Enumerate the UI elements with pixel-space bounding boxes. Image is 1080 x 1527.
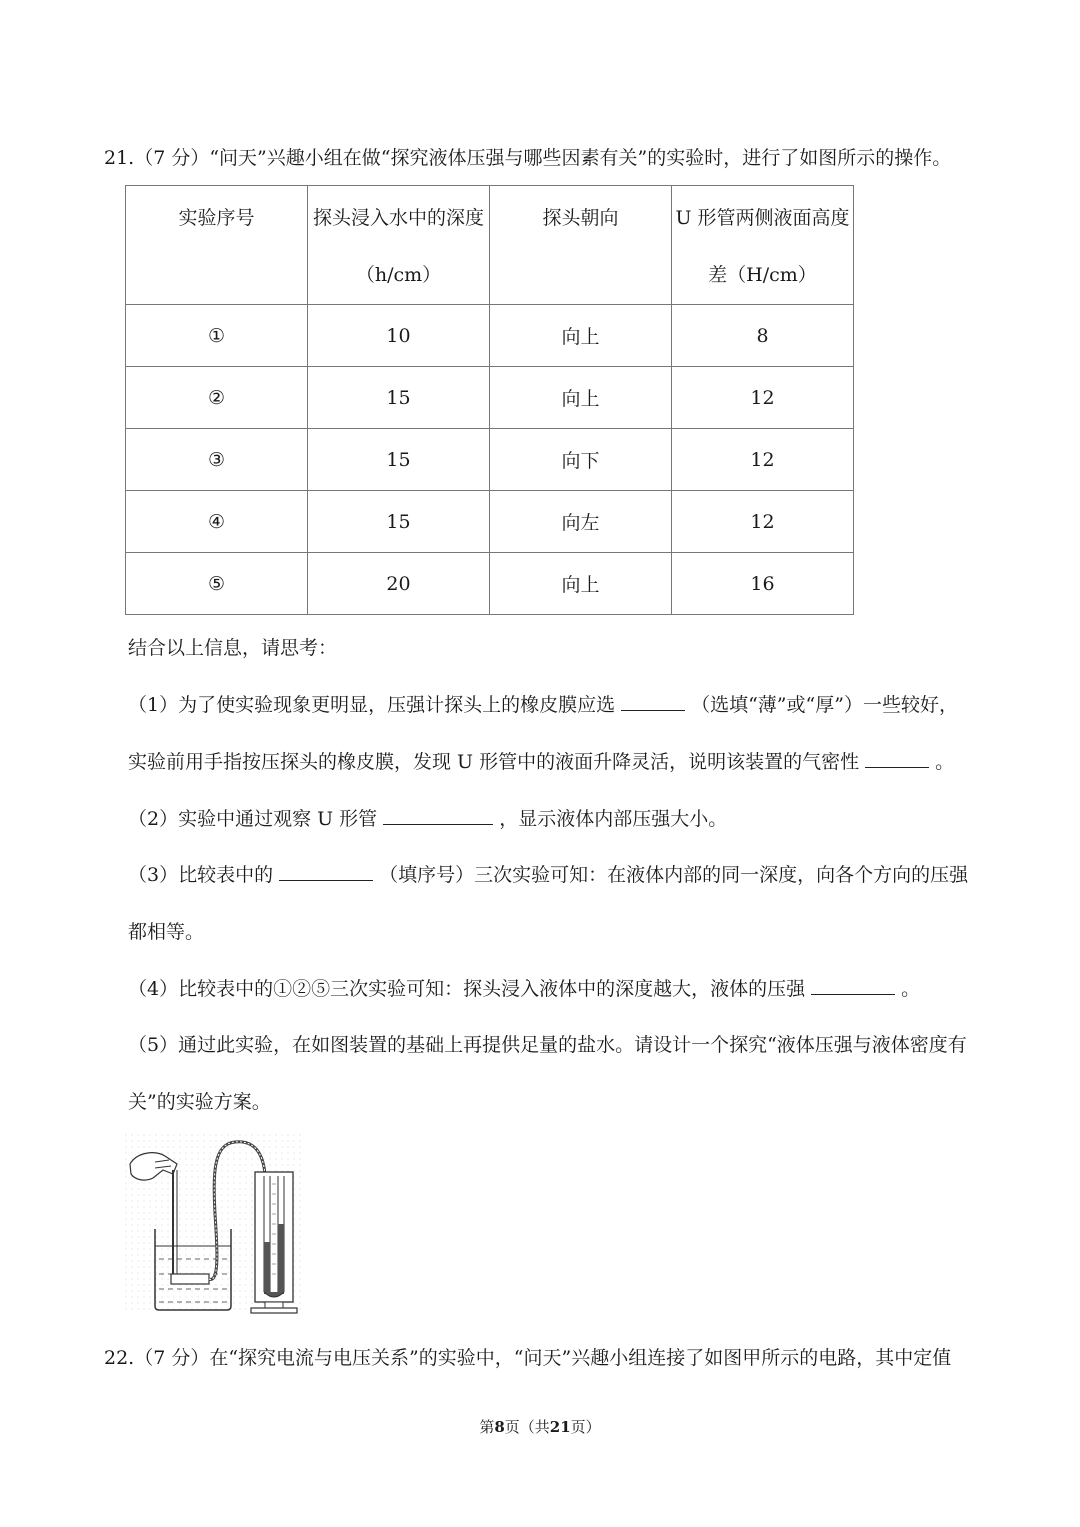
part5-line1: （5）通过此实验，在如图装置的基础上再提供足量的盐水。请设计一个探究“液体压强与液体密度有 [128, 1034, 967, 1056]
part4-line: （4）比较表中的①②⑤三次实验可知：探头浸入液体中的深度越大，液体的压强 。 [128, 978, 921, 1000]
answer-blank-3[interactable] [383, 806, 493, 825]
part1-line2: 实验前用手指按压探头的橡皮膜，发现 U 形管中的液面升降灵活，说明该装置的气密性 。 [128, 751, 955, 773]
table-cell: 16 [672, 553, 854, 615]
table-cell: 12 [672, 429, 854, 491]
pressure-gauge-figure [125, 1134, 301, 1314]
header-cell: 实验序号 [126, 186, 308, 305]
table-cell: 8 [672, 305, 854, 367]
answer-blank-5[interactable] [811, 976, 895, 995]
table-cell: ⑤ [126, 553, 308, 615]
header-cell: U 形管两侧液面高度 差（H/cm） [672, 186, 854, 305]
page-total: 21 [549, 1418, 571, 1436]
table-cell: 12 [672, 491, 854, 553]
table-cell: 向上 [490, 305, 672, 367]
part2-line: （2）实验中通过观察 U 形管 ，显示液体内部压强大小。 [128, 808, 728, 830]
table-cell: 15 [308, 429, 490, 491]
table-row [126, 553, 854, 615]
table-row [126, 305, 854, 367]
part1-line1: （1）为了使实验现象更明显，压强计探头上的橡皮膜应选 （选填“薄”或“厚”）一些较好， [128, 694, 958, 716]
intro-text: 结合以上信息，请思考： [128, 637, 338, 659]
table-cell: ② [126, 367, 308, 429]
table-cell: ③ [126, 429, 308, 491]
table-cell: 向上 [490, 367, 672, 429]
q21-stem: 21.（7 分）“问天”兴趣小组在做“探究液体压强与哪些因素有关”的实验时，进行了如图所示的操作。 [104, 147, 952, 169]
page-footer: 第8页（共21页） [479, 1418, 601, 1436]
table-header-row [126, 186, 854, 305]
experiment-table [125, 185, 854, 615]
table-cell: 10 [308, 305, 490, 367]
table-cell: 向左 [490, 491, 672, 553]
table-cell: 12 [672, 367, 854, 429]
q22-stem: 22.（7 分）在“探究电流与电压关系”的实验中，“问天”兴趣小组连接了如图甲所示的电路，其中定值 [104, 1347, 952, 1369]
table-row [126, 491, 854, 553]
table-cell: ④ [126, 491, 308, 553]
table-cell: ① [126, 305, 308, 367]
table-row [126, 367, 854, 429]
table-cell: 向下 [490, 429, 672, 491]
header-cell: 探头朝向 [490, 186, 672, 305]
table-cell: 向上 [490, 553, 672, 615]
answer-blank-4[interactable] [279, 862, 373, 881]
part3-line2: 都相等。 [128, 921, 205, 943]
page-number: 8 [494, 1418, 505, 1436]
answer-blank-1[interactable] [621, 692, 685, 711]
table-cell: 20 [308, 553, 490, 615]
table-cell: 15 [308, 367, 490, 429]
part3-line1: （3）比较表中的 （填序号）三次实验可知：在液体内部的同一深度，向各个方向的压强 [128, 864, 969, 886]
answer-blank-2[interactable] [865, 749, 929, 768]
table-row [126, 429, 854, 491]
table-cell: 15 [308, 491, 490, 553]
part5-line2: 关”的实验方案。 [128, 1091, 271, 1113]
header-cell: 探头浸入水中的深度 （h/cm） [308, 186, 490, 305]
